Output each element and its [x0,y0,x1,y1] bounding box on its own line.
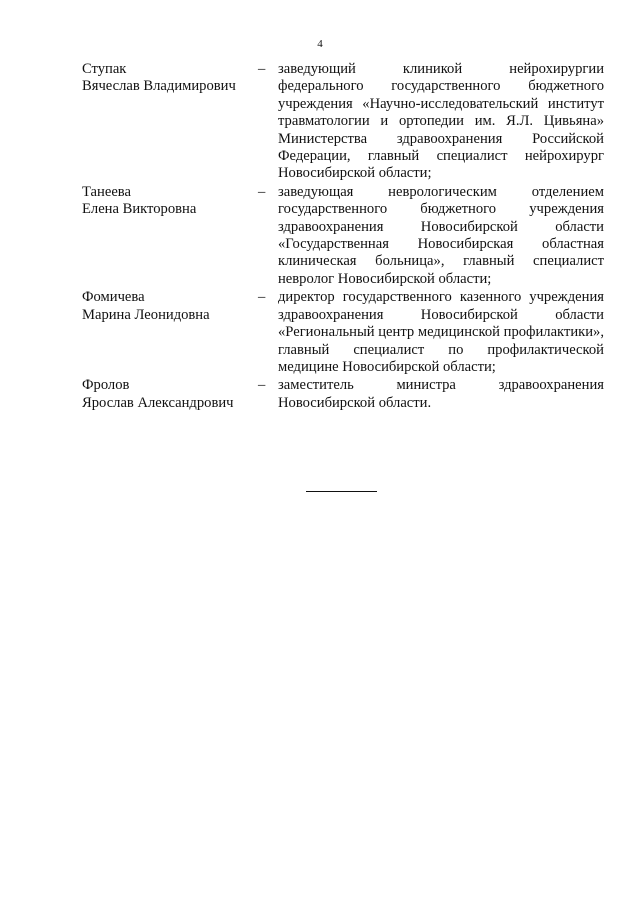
member-entry [82,289,604,376]
member-position: заместитель министра здравоохранения Новосибирской области. [278,377,604,411]
member-entry [82,61,604,183]
member-surname: Фомичева [82,289,145,306]
member-position: заведующий клиникой нейрохирургии федерального государственного бюджетного учреждения «Научно-исследовательский институт травматологии и ортопедии им. Я.Л. Цивьяна» Министерства здравоохранения Российской Федерации, главный специалист нейрохирург Новосибирской области; [278,61,604,182]
member-given-names: Вячеслав Владимирович [82,78,236,95]
member-name [82,61,258,96]
member-name [82,377,258,412]
member-name [82,184,258,219]
member-surname: Ступак [82,61,127,77]
member-position: директор государственного казенного учреждения здравоохранения Новосибирской области «Региональный центр медицинской профилактики», главный специалист по профилактической медицине Новосибирской области; [278,289,604,375]
member-given-names: Марина Леонидовна [82,306,210,323]
member-entry [82,184,604,288]
page-number: 4 [317,38,323,50]
member-surname: Танеева [82,183,131,200]
dash-separator: – [258,377,266,394]
member-given-names: Ярослав Александрович [82,394,234,411]
dash-separator: – [258,183,266,200]
member-name [82,289,258,324]
member-entry [82,377,604,412]
dash-separator: – [258,289,266,306]
member-given-names: Елена Викторовна [82,201,197,218]
member-list [82,61,604,413]
member-surname: Фролов [82,377,130,394]
dash-separator: – [258,61,266,77]
end-of-document-line [306,491,377,492]
member-position: заведующая неврологическим отделением государственного бюджетного учреждения здравоохранения Новосибирской области «Государственная Новосибирская областная клиническая больница», главный специалист невролог Новосибирской области; [278,183,604,287]
